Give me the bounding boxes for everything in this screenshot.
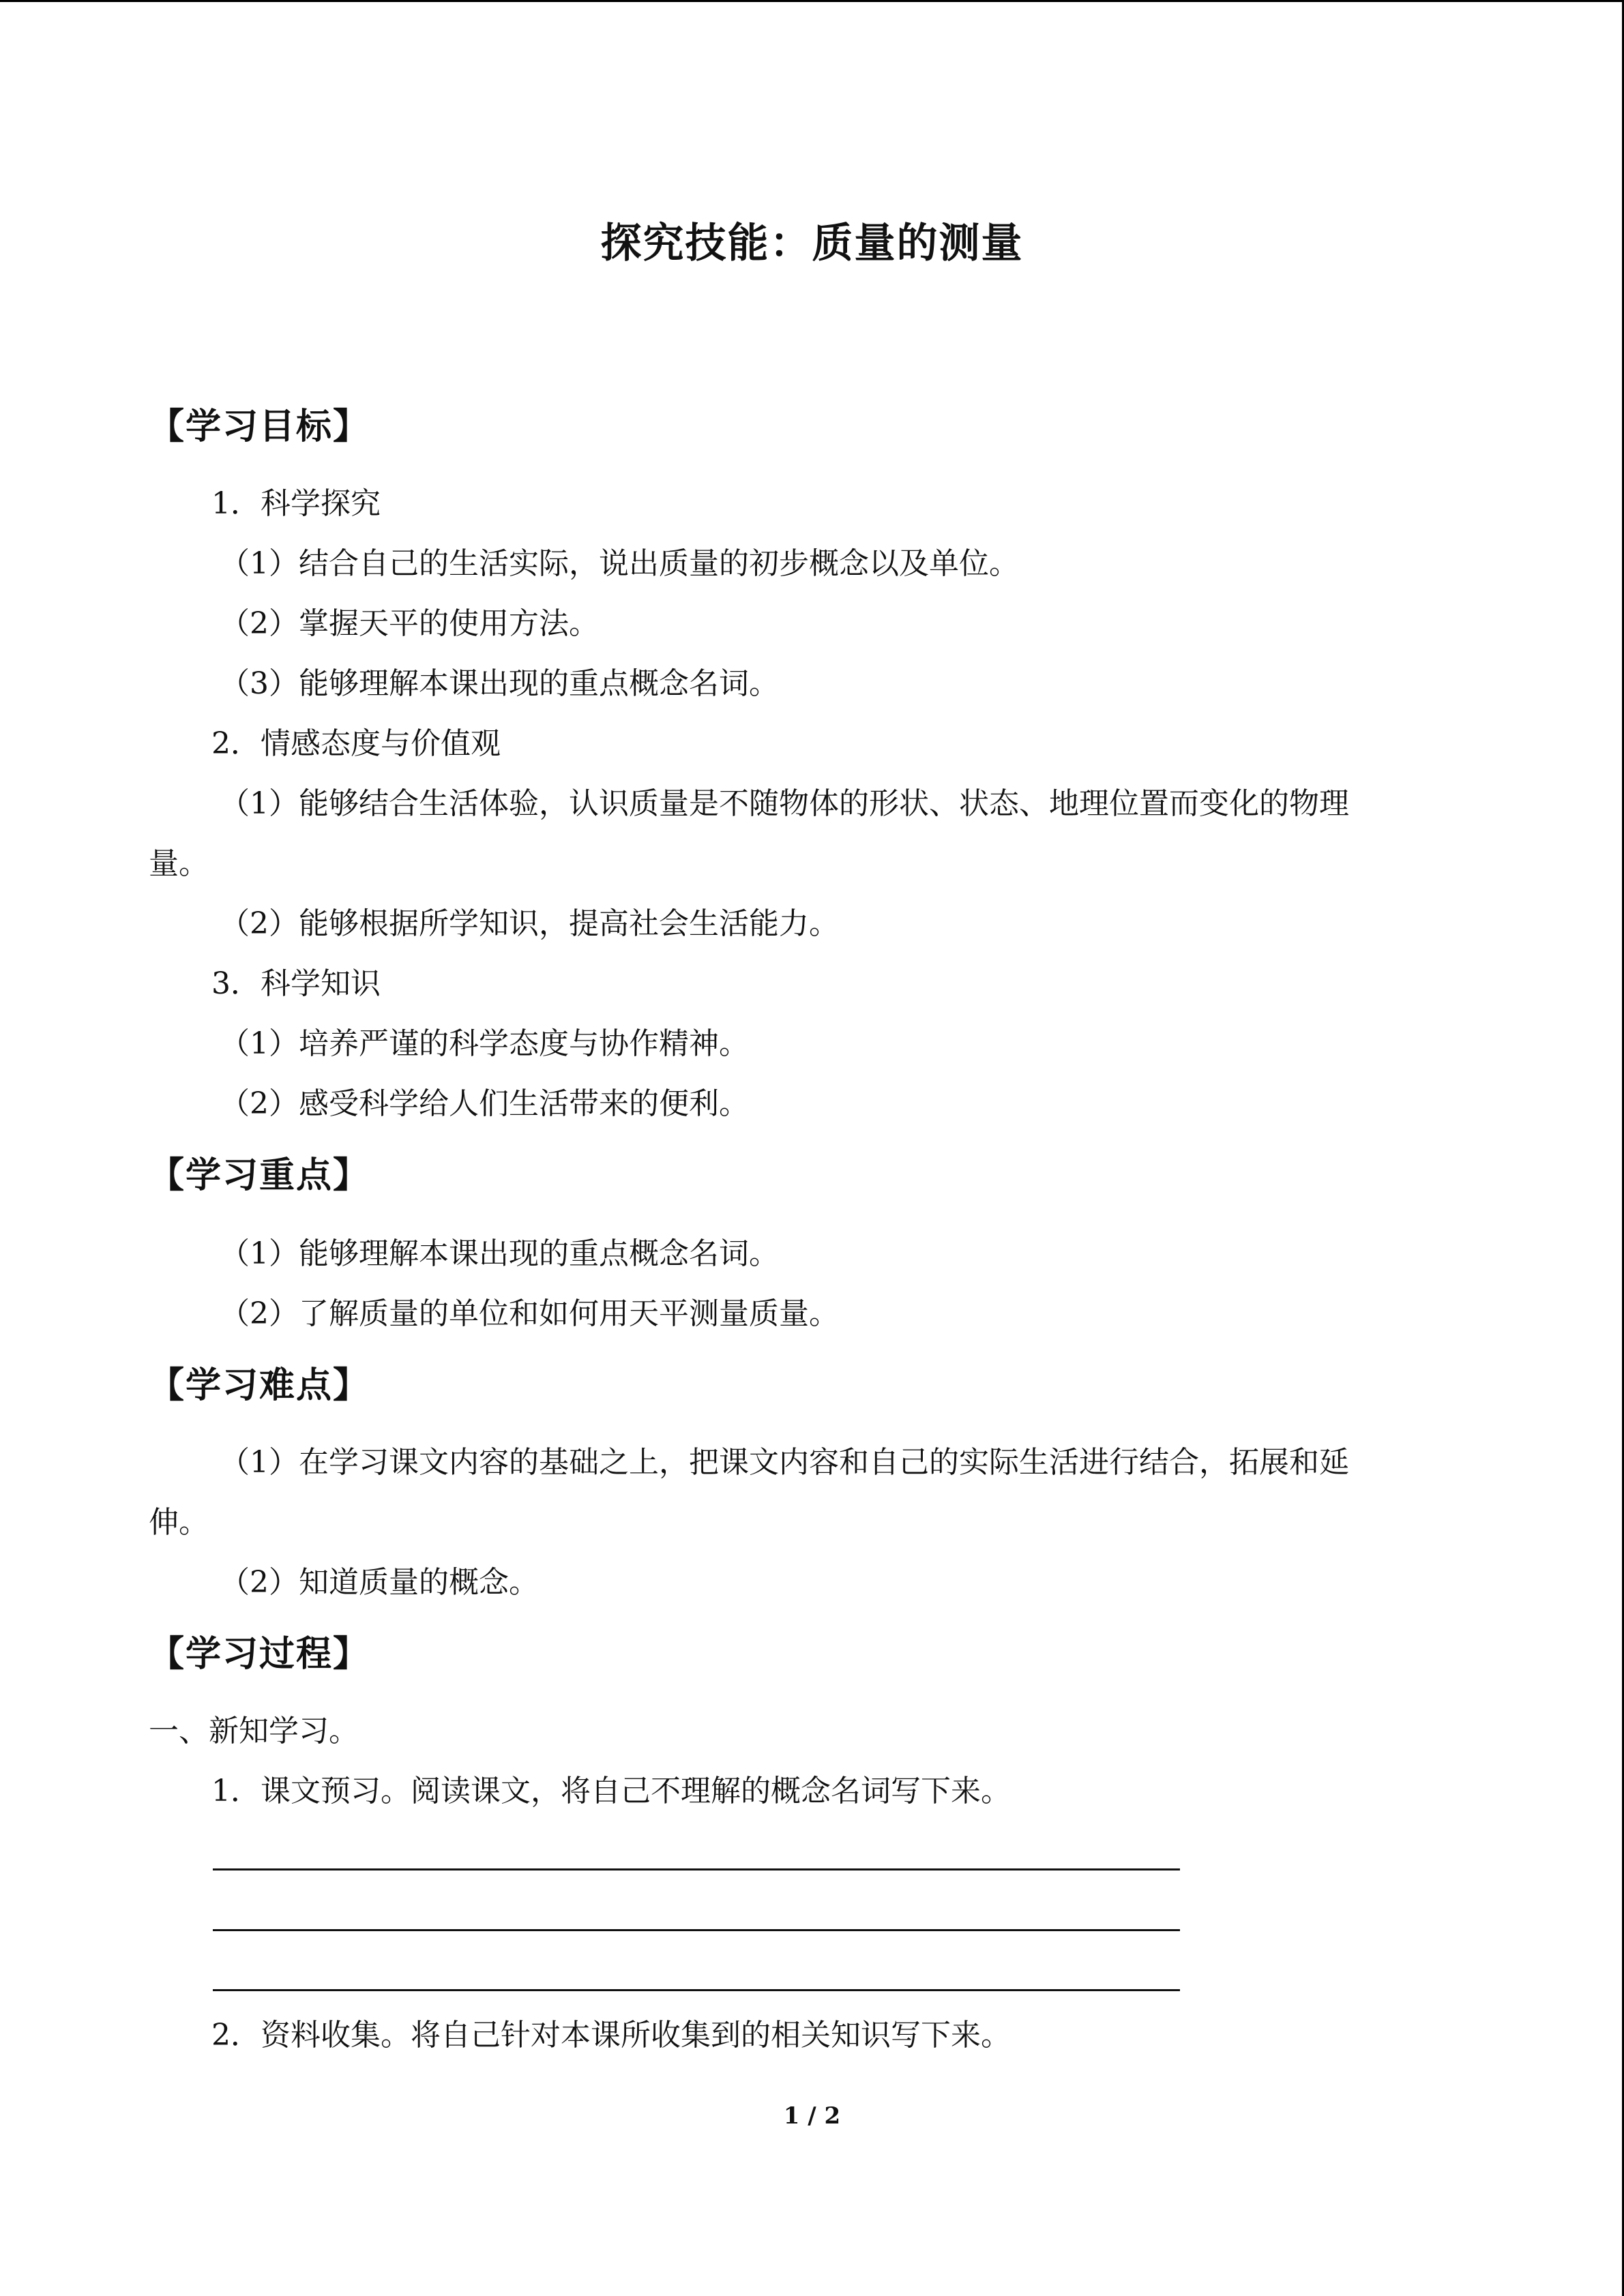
difficulty-line: （1）在学习课文内容的基础之上，把课文内容和自己的实际生活进行结合，拓展和延	[220, 1445, 1349, 1480]
difficulty-line: （2）知道质量的概念。	[220, 1565, 539, 1600]
goal-line: （2）掌握天平的使用方法。	[220, 606, 599, 641]
goal-line: 3．科学知识	[211, 966, 381, 1001]
goal-line: （1）结合自己的生活实际，说出质量的初步概念以及单位。	[220, 546, 1019, 581]
goal-line: （3）能够理解本课出现的重点概念名词。	[220, 666, 779, 701]
goal-line: （1）培养严谨的科学态度与协作精神。	[220, 1026, 749, 1061]
section-heading-goals: 【学习目标】	[149, 406, 370, 447]
answer-blank-line[interactable]	[213, 1929, 1180, 1931]
key-point-line: （2）了解质量的单位和如何用天平测量质量。	[220, 1296, 839, 1331]
answer-blank-line[interactable]	[213, 1868, 1180, 1870]
goal-line: 2．情感态度与价值观	[211, 726, 501, 761]
goal-line: 1．科学探究	[211, 486, 381, 521]
section-heading-key-points: 【学习重点】	[149, 1155, 370, 1196]
goal-line: （1）能够结合生活体验，认识质量是不随物体的形状、状态、地理位置而变化的物理	[220, 786, 1349, 821]
page-number: 1 / 2	[783, 2102, 841, 2130]
key-point-line: （1）能够理解本课出现的重点概念名词。	[220, 1236, 779, 1271]
process-line: 2．资料收集。将自己针对本课所收集到的相关知识写下来。	[211, 2018, 1011, 2053]
goal-line: （2）能够根据所学知识，提高社会生活能力。	[220, 906, 839, 941]
answer-blank-line[interactable]	[213, 1989, 1180, 1991]
difficulty-line: 伸。	[149, 1505, 209, 1540]
process-line: 一、新知学习。	[149, 1714, 359, 1748]
goal-line: （2）感受科学给人们生活带来的便利。	[220, 1086, 749, 1121]
process-line: 1．课文预习。阅读课文，将自己不理解的概念名词写下来。	[211, 1774, 1011, 1808]
section-heading-difficulties: 【学习难点】	[149, 1365, 370, 1406]
goal-line: 量。	[149, 846, 209, 881]
section-heading-process: 【学习过程】	[149, 1634, 370, 1675]
page-title: 探究技能：质量的测量	[600, 220, 1024, 267]
